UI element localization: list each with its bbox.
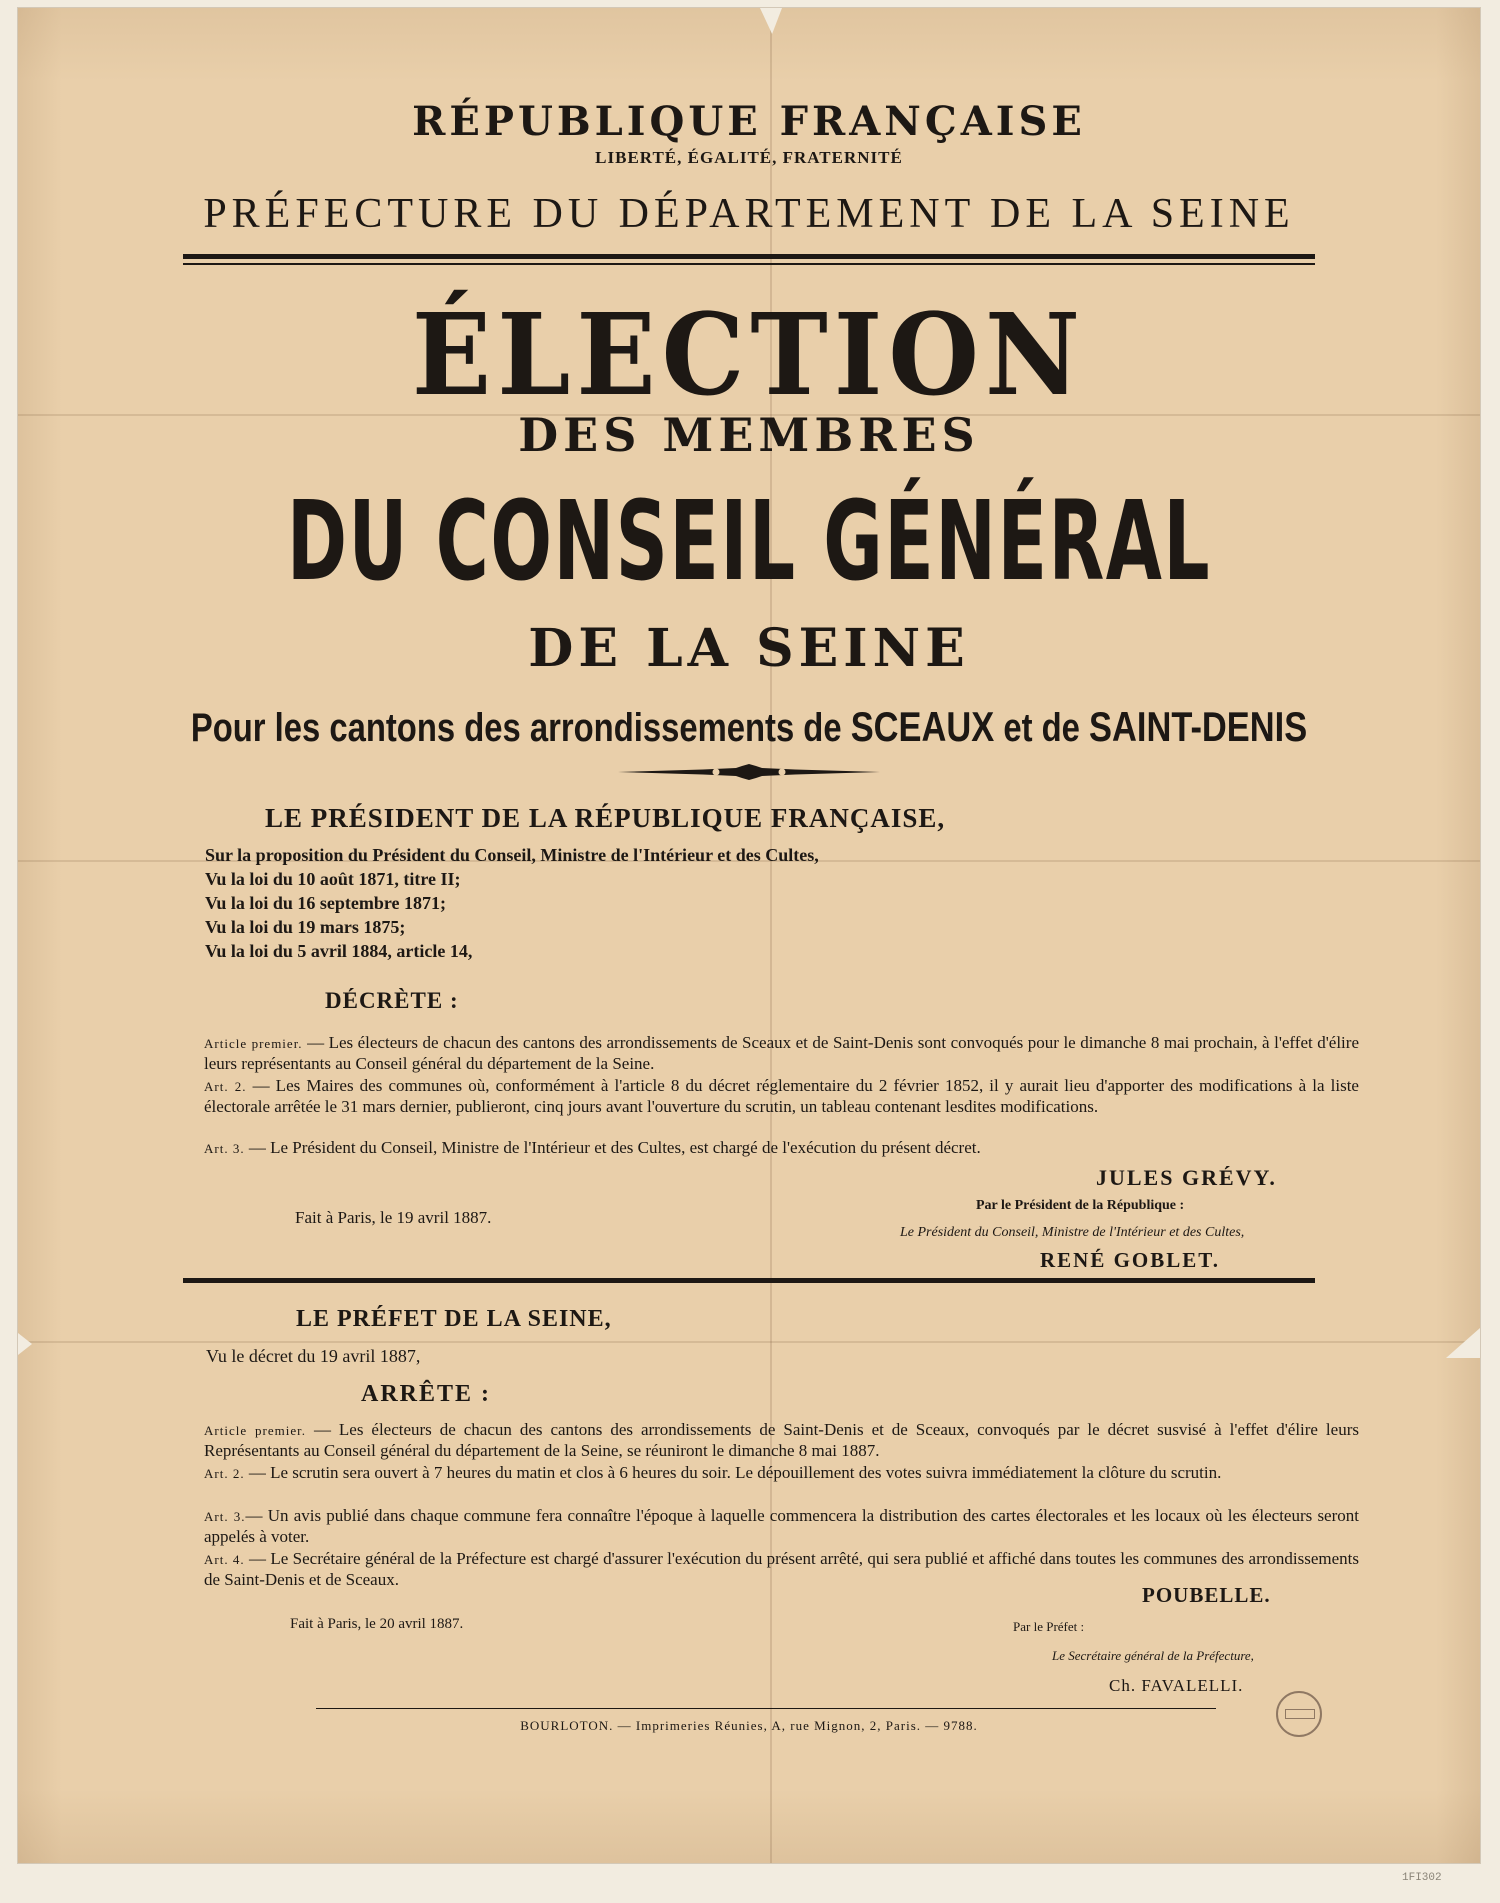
- arrete-article: [204, 1420, 1359, 1461]
- paper-tear: [760, 8, 782, 34]
- arrete-article: [204, 1506, 1359, 1547]
- title-cantons: [150, 703, 1349, 751]
- secretary-signature: Ch. FAVALELLI.: [1109, 1676, 1244, 1695]
- cantons-mid: et de: [1003, 706, 1080, 750]
- article-text: — Le Secrétaire général de la Préfecture est chargé d'assurer l'exécution du présent arrêté, qui sera publié et affiché dans toutes les communes des arrondissements de Saint-Denis et de Sceaux.: [204, 1549, 1359, 1589]
- article-label: Article premier.: [204, 1036, 303, 1051]
- canton-saint-denis: SAINT-DENIS: [1089, 703, 1308, 750]
- secretary-title: Le Secrétaire général de la Préfecture,: [1052, 1648, 1254, 1663]
- poster-sheet: [18, 8, 1480, 1863]
- title-seine: DE LA SEINE: [528, 618, 970, 679]
- paper-tear: [18, 1333, 32, 1355]
- article-text: — Le scrutin sera ouvert à 7 heures du matin et clos à 6 heures du soir. Le dépouillement des votes suivra immédiatement la clôture du scrutin.: [244, 1463, 1222, 1482]
- republique-heading: RÉPUBLIQUE FRANÇAISE: [412, 98, 1086, 145]
- by-prefect: Par le Préfet :: [1013, 1619, 1085, 1634]
- decree-article: [204, 1076, 1359, 1117]
- title-conseil-general: DU CONSEIL GÉNÉRAL: [286, 478, 1212, 606]
- prefecture-heading: PRÉFECTURE DU DÉPARTEMENT DE LA SEINE: [203, 191, 1295, 237]
- archive-code: 1FI302: [1402, 1872, 1442, 1884]
- paper-tear: [1446, 1328, 1480, 1358]
- decree-article: [204, 1138, 1359, 1159]
- arrete-issuer: LE PRÉFET DE LA SEINE,: [296, 1306, 612, 1332]
- decree-consideration: Vu la loi du 10 août 1871, titre II;: [205, 869, 461, 889]
- decree-signature: JULES GRÉVY.: [1096, 1165, 1277, 1190]
- arrete-consideration: Vu le décret du 19 avril 1887,: [206, 1346, 421, 1366]
- prefect-signature: POUBELLE.: [1142, 1583, 1271, 1607]
- printer-imprint: BOURLOTON. — Imprimeries Réunies, A, rue Mignon, 2, Paris. — 9788.: [520, 1718, 978, 1733]
- article-text: — Les Maires des communes où, conformément à l'article 8 du décret réglementaire du 2 février 1852, il y aurait lieu d'apporter des modifications à la liste électorale arrêtée le 31 mars dernier, publieront, cinq jours avant l'ouverture du scrutin, un tableau contenant lesdites modifications.: [204, 1076, 1359, 1116]
- article-label: Art. 2.: [204, 1079, 247, 1094]
- arrete-verb: ARRÊTE :: [361, 1381, 492, 1407]
- decree-place-date: Fait à Paris, le 19 avril 1887.: [295, 1208, 492, 1227]
- imprint-rule: [316, 1708, 1216, 1709]
- article-text: — Les électeurs de chacun des cantons des arrondissements de Sceaux et de Saint-Denis sont convoqués pour le dimanche 8 mai prochain, à l'effet d'élire leurs représentants au Conseil général du département de la Seine.: [204, 1033, 1359, 1073]
- article-label: Art. 3.: [204, 1141, 245, 1156]
- minister-title: Le Président du Conseil, Ministre de l'Intérieur et des Cultes,: [900, 1225, 1245, 1240]
- cantons-prefix: Pour les cantons des arrondissements de: [190, 706, 842, 750]
- article-label: Art. 4.: [204, 1552, 245, 1567]
- article-label: Art. 3.: [204, 1509, 246, 1524]
- decree-verb: DÉCRÈTE :: [325, 988, 459, 1013]
- article-text: — Les électeurs de chacun des cantons des arrondissements de Saint-Denis et de Sceaux, convoqués par le décret susvisé à l'effet d'élire leurs Représentants au Conseil général du département de la Seine, se réuniront le dimanche 8 mai 1887.: [204, 1420, 1359, 1460]
- article-text: — Le Président du Conseil, Ministre de l'Intérieur et des Cultes, est chargé de l'exécution du présent décret.: [244, 1138, 981, 1157]
- decree-consideration: Vu la loi du 5 avril 1884, article 14,: [205, 941, 473, 961]
- arrete-place-date: Fait à Paris, le 20 avril 1887.: [290, 1616, 464, 1632]
- article-text: — Un avis publié dans chaque commune fera connaître l'époque à laquelle commencera la distribution des cartes électorales et les locaux où les électeurs seront appelés à voter.: [204, 1506, 1359, 1546]
- title-membres: DES MEMBRES: [518, 408, 980, 462]
- ornament-divider: [618, 764, 880, 780]
- canton-sceaux: SCEAUX: [850, 703, 995, 750]
- article-label: Article premier.: [204, 1423, 306, 1438]
- decree-consideration: Vu la loi du 16 septembre 1871;: [205, 893, 447, 913]
- by-president: Par le Président de la République :: [976, 1198, 1185, 1213]
- arrete-article: [204, 1463, 1359, 1484]
- article-label: Art. 2.: [204, 1466, 245, 1481]
- devise: LIBERTÉ, ÉGALITÉ, FRATERNITÉ: [595, 148, 903, 167]
- archive-stamp-icon: [1276, 1691, 1322, 1737]
- horizontal-fold: [18, 1341, 1480, 1343]
- decree-article: [204, 1033, 1359, 1074]
- decree-consideration: Vu la loi du 19 mars 1875;: [205, 917, 406, 937]
- title-election: ÉLECTION: [411, 288, 1087, 421]
- divider-rule: [183, 254, 1315, 259]
- divider-rule: [183, 263, 1315, 265]
- decree-consideration: Sur la proposition du Président du Conseil, Ministre de l'Intérieur et des Cultes,: [205, 845, 819, 865]
- minister-signature: RENÉ GOBLET.: [1040, 1248, 1220, 1272]
- decree-issuer: LE PRÉSIDENT DE LA RÉPUBLIQUE FRANÇAISE,: [265, 803, 946, 833]
- divider-rule: [183, 1278, 1315, 1283]
